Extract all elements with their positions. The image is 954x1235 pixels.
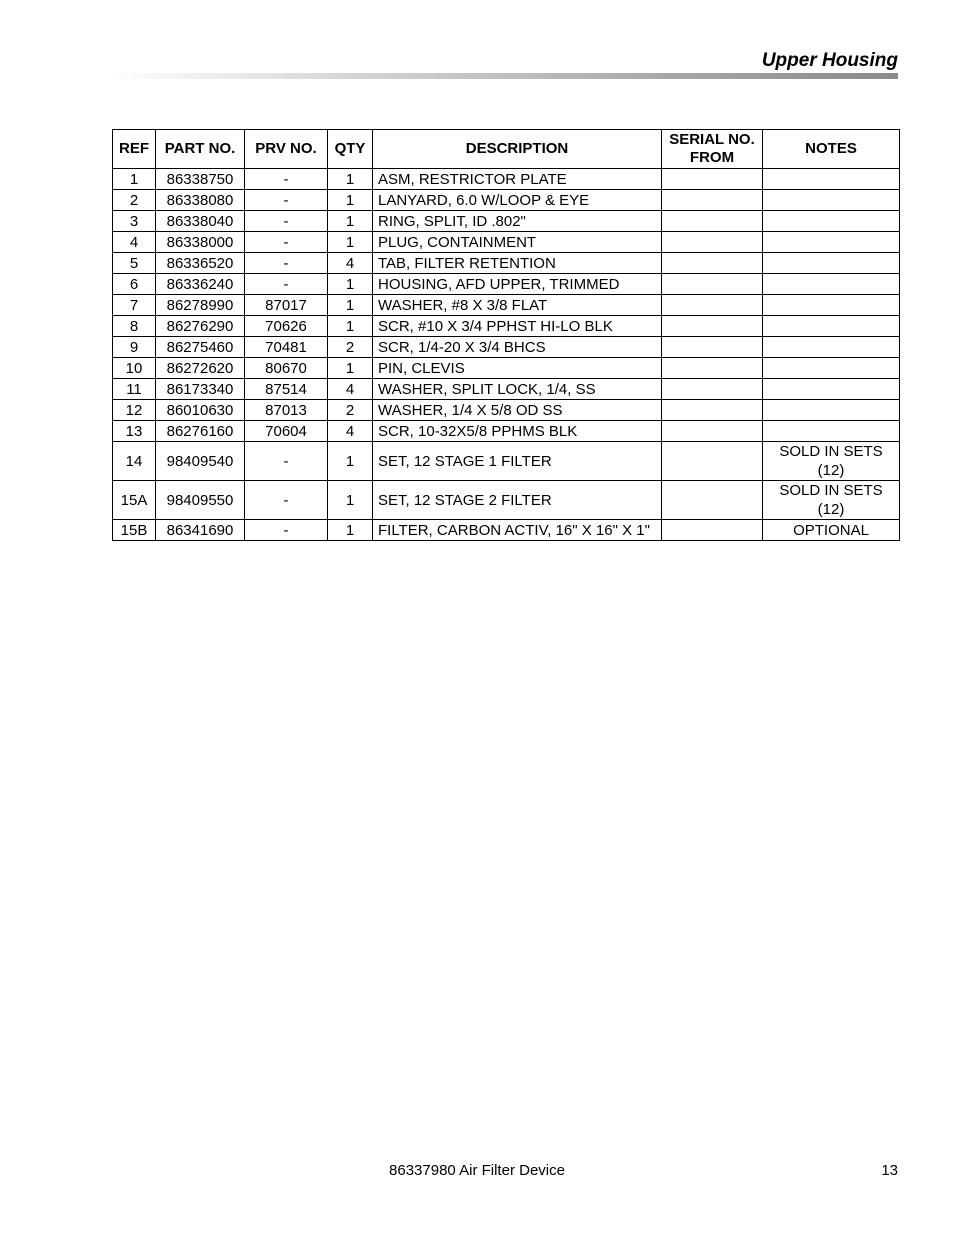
- cell-qty: 1: [328, 169, 373, 190]
- cell-ref: 5: [113, 253, 156, 274]
- cell-ref: 7: [113, 295, 156, 316]
- cell-description: HOUSING, AFD UPPER, TRIMMED: [373, 274, 662, 295]
- table-row: [113, 295, 900, 316]
- cell-qty: 4: [328, 253, 373, 274]
- cell-serial-from: [662, 253, 763, 274]
- column-header-serial-no-from: SERIAL NO. FROM: [662, 130, 763, 169]
- table-row: [113, 253, 900, 274]
- cell-notes: SOLD IN SETS (12): [763, 481, 900, 520]
- cell-serial-from: [662, 295, 763, 316]
- cell-notes: OPTIONAL: [763, 520, 900, 541]
- cell-serial-from: [662, 337, 763, 358]
- cell-ref: 1: [113, 169, 156, 190]
- cell-qty: 1: [328, 274, 373, 295]
- cell-ref: 4: [113, 232, 156, 253]
- cell-part-no: 86278990: [156, 295, 245, 316]
- cell-part-no: 86272620: [156, 358, 245, 379]
- table-row: [113, 232, 900, 253]
- cell-ref: 15A: [113, 481, 156, 520]
- cell-serial-from: [662, 232, 763, 253]
- cell-part-no: 86275460: [156, 337, 245, 358]
- cell-ref: 6: [113, 274, 156, 295]
- cell-serial-from: [662, 481, 763, 520]
- column-header-part-no: PART NO.: [156, 130, 245, 169]
- cell-description: SCR, #10 X 3/4 PPHST HI-LO BLK: [373, 316, 662, 337]
- cell-description: SCR, 10-32X5/8 PPHMS BLK: [373, 421, 662, 442]
- cell-description: PLUG, CONTAINMENT: [373, 232, 662, 253]
- cell-part-no: 86338000: [156, 232, 245, 253]
- cell-ref: 12: [113, 400, 156, 421]
- cell-qty: 1: [328, 190, 373, 211]
- table-row: [113, 520, 900, 541]
- table-row: [113, 337, 900, 358]
- table-row: [113, 358, 900, 379]
- cell-prv-no: 70481: [245, 337, 328, 358]
- cell-serial-from: [662, 190, 763, 211]
- cell-prv-no: -: [245, 520, 328, 541]
- cell-description: PIN, CLEVIS: [373, 358, 662, 379]
- cell-notes: [763, 316, 900, 337]
- cell-serial-from: [662, 520, 763, 541]
- table-header-row: [113, 130, 900, 169]
- cell-qty: 2: [328, 400, 373, 421]
- cell-serial-from: [662, 400, 763, 421]
- cell-qty: 1: [328, 358, 373, 379]
- cell-prv-no: -: [245, 232, 328, 253]
- cell-prv-no: -: [245, 211, 328, 232]
- table-row: [113, 274, 900, 295]
- cell-ref: 13: [113, 421, 156, 442]
- cell-ref: 8: [113, 316, 156, 337]
- cell-qty: 4: [328, 421, 373, 442]
- cell-qty: 1: [328, 442, 373, 481]
- cell-prv-no: 80670: [245, 358, 328, 379]
- table-row: [113, 316, 900, 337]
- cell-serial-from: [662, 421, 763, 442]
- cell-ref: 9: [113, 337, 156, 358]
- cell-ref: 11: [113, 379, 156, 400]
- cell-serial-from: [662, 274, 763, 295]
- cell-serial-from: [662, 379, 763, 400]
- cell-qty: 4: [328, 379, 373, 400]
- cell-part-no: 86336520: [156, 253, 245, 274]
- table-row: [113, 400, 900, 421]
- cell-part-no: 86338040: [156, 211, 245, 232]
- cell-description: WASHER, #8 X 3/8 FLAT: [373, 295, 662, 316]
- section-title: Upper Housing: [761, 50, 898, 71]
- cell-qty: 1: [328, 295, 373, 316]
- cell-part-no: 98409540: [156, 442, 245, 481]
- cell-qty: 1: [328, 316, 373, 337]
- cell-serial-from: [662, 358, 763, 379]
- column-header-qty: QTY: [328, 130, 373, 169]
- cell-description: FILTER, CARBON ACTIV, 16" X 16" X 1": [373, 520, 662, 541]
- cell-notes: [763, 190, 900, 211]
- cell-part-no: 86276160: [156, 421, 245, 442]
- cell-prv-no: -: [245, 442, 328, 481]
- footer-page-number: 13: [881, 1162, 898, 1179]
- cell-part-no: 86338080: [156, 190, 245, 211]
- cell-ref: 10: [113, 358, 156, 379]
- footer-document-title: 86337980 Air Filter Device: [389, 1162, 565, 1179]
- cell-qty: 1: [328, 520, 373, 541]
- cell-description: TAB, FILTER RETENTION: [373, 253, 662, 274]
- cell-description: WASHER, 1/4 X 5/8 OD SS: [373, 400, 662, 421]
- cell-notes: [763, 253, 900, 274]
- cell-prv-no: 87017: [245, 295, 328, 316]
- column-header-notes: NOTES: [763, 130, 900, 169]
- cell-qty: 1: [328, 481, 373, 520]
- cell-ref: 3: [113, 211, 156, 232]
- column-header-description: DESCRIPTION: [373, 130, 662, 169]
- parts-table: [112, 129, 900, 541]
- table-row: [113, 421, 900, 442]
- cell-description: SET, 12 STAGE 1 FILTER: [373, 442, 662, 481]
- cell-ref: 15B: [113, 520, 156, 541]
- cell-description: WASHER, SPLIT LOCK, 1/4, SS: [373, 379, 662, 400]
- cell-prv-no: -: [245, 253, 328, 274]
- cell-qty: 2: [328, 337, 373, 358]
- cell-notes: [763, 337, 900, 358]
- cell-serial-from: [662, 211, 763, 232]
- cell-serial-from: [662, 169, 763, 190]
- cell-prv-no: 87514: [245, 379, 328, 400]
- column-header-prv-no: PRV NO.: [245, 130, 328, 169]
- cell-notes: [763, 169, 900, 190]
- cell-notes: [763, 400, 900, 421]
- parts-table-body: [113, 169, 900, 541]
- cell-ref: 2: [113, 190, 156, 211]
- cell-prv-no: -: [245, 190, 328, 211]
- cell-qty: 1: [328, 232, 373, 253]
- cell-prv-no: 70626: [245, 316, 328, 337]
- cell-prv-no: -: [245, 169, 328, 190]
- cell-notes: [763, 295, 900, 316]
- cell-part-no: 86276290: [156, 316, 245, 337]
- cell-notes: [763, 421, 900, 442]
- cell-prv-no: -: [245, 274, 328, 295]
- cell-notes: SOLD IN SETS (12): [763, 442, 900, 481]
- cell-description: LANYARD, 6.0 W/LOOP & EYE: [373, 190, 662, 211]
- cell-prv-no: 87013: [245, 400, 328, 421]
- table-row: [113, 169, 900, 190]
- table-row: [113, 481, 900, 520]
- cell-qty: 1: [328, 211, 373, 232]
- cell-description: RING, SPLIT, ID .802": [373, 211, 662, 232]
- table-row: [113, 211, 900, 232]
- cell-part-no: 86010630: [156, 400, 245, 421]
- cell-ref: 14: [113, 442, 156, 481]
- cell-notes: [763, 358, 900, 379]
- cell-part-no: 98409550: [156, 481, 245, 520]
- cell-notes: [763, 379, 900, 400]
- cell-serial-from: [662, 442, 763, 481]
- cell-part-no: 86173340: [156, 379, 245, 400]
- cell-prv-no: -: [245, 481, 328, 520]
- table-row: [113, 442, 900, 481]
- cell-part-no: 86338750: [156, 169, 245, 190]
- column-header-ref: REF: [113, 130, 156, 169]
- cell-part-no: 86336240: [156, 274, 245, 295]
- cell-serial-from: [662, 316, 763, 337]
- cell-part-no: 86341690: [156, 520, 245, 541]
- header-rule: [110, 73, 898, 79]
- cell-description: ASM, RESTRICTOR PLATE: [373, 169, 662, 190]
- cell-notes: [763, 274, 900, 295]
- table-row: [113, 379, 900, 400]
- table-row: [113, 190, 900, 211]
- cell-prv-no: 70604: [245, 421, 328, 442]
- cell-notes: [763, 211, 900, 232]
- cell-description: SET, 12 STAGE 2 FILTER: [373, 481, 662, 520]
- cell-description: SCR, 1/4-20 X 3/4 BHCS: [373, 337, 662, 358]
- cell-notes: [763, 232, 900, 253]
